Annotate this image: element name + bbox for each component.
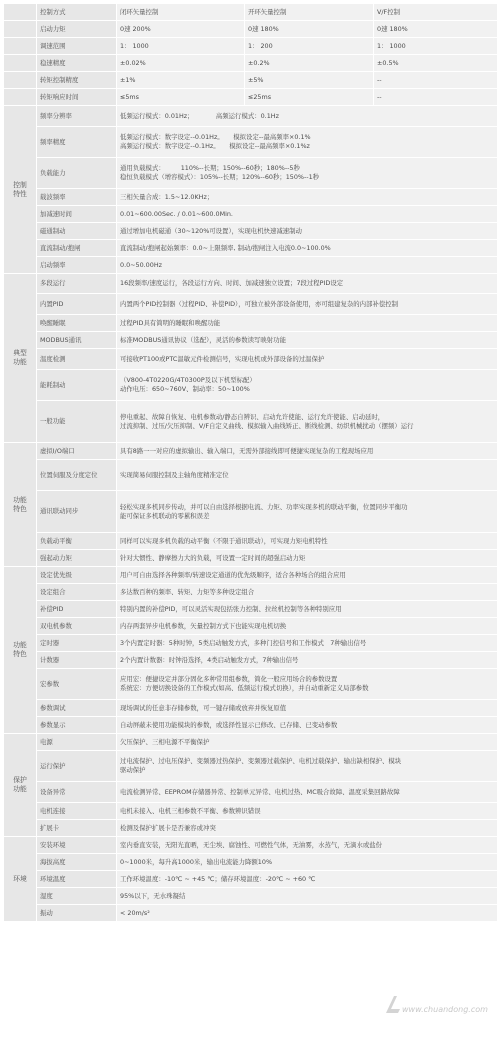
spec-value-line: 轻松实现多机同步传动，并可以自由选择根据电流、力矩、功率实现多机的联动平衡，位置同步平衡功 bbox=[120, 502, 408, 511]
spec-row bbox=[4, 717, 498, 734]
spec-label: 强起动力矩 bbox=[37, 550, 117, 567]
spec-value-line: 检测及保护扩展卡是否兼容或冲突 bbox=[120, 823, 216, 832]
spec-value bbox=[117, 871, 498, 888]
perf-row bbox=[4, 89, 498, 106]
spec-value bbox=[117, 734, 498, 751]
spec-value-line: 内置两个PID控制器（过程PID、补偿PID），可独立被外部设备使用，亦可组建复杂的内部补偿控制 bbox=[120, 299, 399, 308]
spec-value-line: 多达数百种的频率、转矩、力矩等多种设定组合 bbox=[120, 587, 255, 596]
perf-label: 转矩控制精度 bbox=[37, 72, 117, 89]
spec-value-line: 通用负载模式： 110%--长期；150%--60秒；180%--5秒 bbox=[120, 164, 300, 173]
spec-value bbox=[117, 491, 498, 533]
spec-row bbox=[4, 158, 498, 189]
spec-label: 磁通制动 bbox=[37, 223, 117, 240]
spec-value bbox=[117, 652, 498, 669]
spec-value bbox=[117, 820, 498, 837]
spec-value-line: 95%以下，无水珠凝结 bbox=[120, 891, 186, 900]
spec-value bbox=[117, 206, 498, 223]
perf-group-cell bbox=[4, 38, 37, 55]
spec-label: 位置伺服及分度定位 bbox=[37, 460, 117, 491]
spec-value-line: 3个内置定时器：5种时钟，5类启动触发方式，多种门控信号和工作模式 7种输出信号 bbox=[120, 638, 367, 647]
spec-value bbox=[117, 584, 498, 601]
watermark-site: www.chuandong.com bbox=[402, 1005, 488, 1014]
perf-group-cell bbox=[4, 89, 37, 106]
spec-value bbox=[117, 905, 498, 922]
spec-value-line: 能可保证多机联动的零累积误差 bbox=[120, 511, 210, 520]
spec-value bbox=[117, 294, 498, 315]
spec-value-line: 标准MODBUS通讯协议（选配），灵活的参数读写映射功能 bbox=[120, 335, 286, 344]
spec-row bbox=[4, 370, 498, 401]
spec-label: 计数器 bbox=[37, 652, 117, 669]
spec-value-line: 特别内置的补偿PID，可以灵活实现包括张力控制、拉丝机控制等各种特别应用 bbox=[120, 604, 342, 613]
perf-label: 启动力矩 bbox=[37, 21, 117, 38]
perf-value: 0速 180% bbox=[374, 21, 498, 38]
spec-label: 参数调试 bbox=[37, 700, 117, 717]
spec-value bbox=[117, 782, 498, 803]
spec-label: 虚拟I/O端口 bbox=[37, 443, 117, 460]
spec-value bbox=[117, 700, 498, 717]
spec-value bbox=[117, 158, 498, 189]
header-row bbox=[4, 4, 498, 21]
spec-label: 内置PID bbox=[37, 294, 117, 315]
spec-label: 环境温度 bbox=[37, 871, 117, 888]
group-name: 典型 功能 bbox=[4, 274, 37, 443]
spec-label: 能耗制动 bbox=[37, 370, 117, 401]
spec-label: 一般功能 bbox=[37, 401, 117, 443]
spec-value bbox=[117, 533, 498, 550]
spec-value bbox=[117, 332, 498, 349]
spec-row bbox=[4, 294, 498, 315]
spec-label: 设定优先级 bbox=[37, 567, 117, 584]
spec-row bbox=[4, 491, 498, 533]
group-name: 功能 特色 bbox=[4, 567, 37, 734]
spec-label: 频率精度 bbox=[37, 127, 117, 158]
perf-label: 调速范围 bbox=[37, 38, 117, 55]
spec-value-line: 电机未接入、电机三相参数不平衡、参数辨识错误 bbox=[120, 806, 261, 815]
perf-value: 0速 200% bbox=[117, 21, 245, 38]
spec-row bbox=[4, 189, 498, 206]
spec-row bbox=[4, 871, 498, 888]
group-name: 控制 特性 bbox=[4, 106, 37, 274]
perf-group-cell bbox=[4, 55, 37, 72]
spec-label: 设备异常 bbox=[37, 782, 117, 803]
perf-group-cell bbox=[4, 72, 37, 89]
brand-logo-icon bbox=[382, 993, 404, 1015]
spec-table-body bbox=[4, 4, 498, 922]
spec-row bbox=[4, 257, 498, 274]
spec-row bbox=[4, 460, 498, 491]
spec-row bbox=[4, 223, 498, 240]
spec-value-line: 低频运行模式：数字设定--0.01Hz。 模拟设定--最高频率×0.1% bbox=[120, 133, 311, 142]
spec-row bbox=[4, 837, 498, 854]
header-open-loop: 开环矢量控制 bbox=[245, 4, 374, 21]
spec-value bbox=[117, 443, 498, 460]
spec-value bbox=[117, 401, 498, 443]
spec-value-line: 实现简易伺服控制及主轴角度精准定位 bbox=[120, 470, 229, 479]
spec-label: 扩展卡 bbox=[37, 820, 117, 837]
spec-row bbox=[4, 550, 498, 567]
spec-value bbox=[117, 618, 498, 635]
spec-value-line: 高频运行模式：数字设定--0.1Hz。 模拟设定--最高频率×0.1%z bbox=[120, 142, 310, 150]
spec-row bbox=[4, 106, 498, 127]
spec-value-line: 系统宏：方便切换设备的工作模式(如高、低频运行模式切换），并自动重新定义局部参数 bbox=[120, 684, 369, 692]
spec-row bbox=[4, 782, 498, 803]
spec-label: 补偿PID bbox=[37, 601, 117, 618]
spec-value-line: 驱动保护 bbox=[120, 766, 146, 774]
spec-value-line: 稳恒负载模式（增容模式）：105%--长期；120%--60秒；150%--1秒 bbox=[120, 173, 320, 181]
perf-value: 1： 200 bbox=[245, 38, 374, 55]
perf-value: -- bbox=[374, 89, 498, 106]
spec-value-line: 0~1000米，每升高1000米，输出电流能力降额10% bbox=[120, 857, 273, 866]
spec-value-line: 工作环境温度：-10℃ ~ +45 ℃；储存环境温度：-20℃ ~ +60 ℃ bbox=[120, 874, 316, 883]
spec-value-line: 停电重起、故障自恢复、电机参数动/静态自辨识、启动允许使能、运行允许使能、启动延时， bbox=[120, 412, 385, 421]
header-closed-loop: 闭环矢量控制 bbox=[117, 4, 245, 21]
spec-value bbox=[117, 669, 498, 700]
spec-value-line: 室内垂直安装，无阳光直晒，无尘埃、腐蚀性、可燃性气体，无油雾，水蒸气，无滴水或盐份 bbox=[120, 840, 383, 849]
spec-row bbox=[4, 315, 498, 332]
spec-value bbox=[117, 601, 498, 618]
spec-label: 振动 bbox=[37, 905, 117, 922]
spec-value-line: 可接收PT100或PTC温敏元件检测信号，实现电机或外部设备的过温保护 bbox=[120, 354, 325, 363]
spec-value-line: 过程PID具有简明的睡眠和唤醒功能 bbox=[120, 318, 221, 327]
spec-value-line: （V800-4T0220G/4T0300P及以下机型标配） bbox=[120, 376, 256, 385]
perf-value: ±1% bbox=[117, 72, 245, 89]
perf-row bbox=[4, 72, 498, 89]
corner-cell bbox=[4, 4, 37, 21]
spec-row bbox=[4, 854, 498, 871]
spec-value-line: 具有8路一一对应的虚拟输出、输入端口，无需外部接线即可便捷实现复杂的工程现场应用 bbox=[120, 446, 374, 455]
spec-value-line: 2个内置计数器：时钟沿选择，4类启动触发方式，7种输出信号 bbox=[120, 655, 299, 664]
spec-label: MODBUS通讯 bbox=[37, 332, 117, 349]
spec-value bbox=[117, 567, 498, 584]
spec-value-line: 欠压保护、三相电源不平衡保护 bbox=[120, 737, 210, 746]
spec-row bbox=[4, 206, 498, 223]
perf-label: 转矩响应时间 bbox=[37, 89, 117, 106]
perf-value: 1： 1000 bbox=[374, 38, 498, 55]
perf-value: ≤25ms bbox=[245, 89, 374, 106]
spec-row bbox=[4, 803, 498, 820]
spec-row bbox=[4, 618, 498, 635]
spec-row bbox=[4, 443, 498, 460]
spec-row bbox=[4, 240, 498, 257]
perf-group-cell bbox=[4, 21, 37, 38]
spec-row bbox=[4, 652, 498, 669]
spec-label: 双电机参数 bbox=[37, 618, 117, 635]
spec-row bbox=[4, 888, 498, 905]
perf-row bbox=[4, 38, 498, 55]
perf-value: 0速 180% bbox=[245, 21, 374, 38]
spec-row bbox=[4, 567, 498, 584]
spec-value-line: 通过增加电机磁通（30~120%可设置），实现电机快速减速制动 bbox=[120, 226, 302, 235]
spec-row bbox=[4, 734, 498, 751]
spec-value-line: < 20m/s² bbox=[120, 908, 150, 917]
perf-value: ≤5ms bbox=[117, 89, 245, 106]
perf-row bbox=[4, 21, 498, 38]
header-vf: V/F控制 bbox=[374, 4, 498, 21]
spec-value bbox=[117, 888, 498, 905]
spec-value-line: 16段频率/速度运行，各段运行方向、时间、加减速独立设置；7段过程PID设定 bbox=[120, 279, 344, 288]
spec-value bbox=[117, 717, 498, 734]
spec-row bbox=[4, 751, 498, 782]
spec-label: 运行保护 bbox=[37, 751, 117, 782]
spec-value-line: 同样可以实现多机负载的动平衡（不限于通讯联动），可实现力矩电机特性 bbox=[120, 536, 328, 545]
perf-value: 1： 1000 bbox=[117, 38, 245, 55]
spec-value bbox=[117, 460, 498, 491]
spec-label: 启动频率 bbox=[37, 257, 117, 274]
spec-row bbox=[4, 533, 498, 550]
spec-value bbox=[117, 315, 498, 332]
spec-row bbox=[4, 820, 498, 837]
spec-row bbox=[4, 401, 498, 443]
spec-label: 直流制动/抱闸 bbox=[37, 240, 117, 257]
perf-value: -- bbox=[374, 72, 498, 89]
spec-value-line: 应用宏：便捷设定并部分固化多种常用组参数，简化一般应用场合的参数设置 bbox=[120, 675, 338, 684]
spec-label: 电源 bbox=[37, 734, 117, 751]
spec-label: 宏参数 bbox=[37, 669, 117, 700]
spec-value bbox=[117, 257, 498, 274]
spec-row bbox=[4, 274, 498, 294]
spec-value bbox=[117, 803, 498, 820]
spec-row bbox=[4, 700, 498, 717]
spec-value-line: 电流检测异常、EEPROM存储器异常、控制单元异常、电机过热、MC吸合故障、温度采集回路故障 bbox=[120, 787, 400, 796]
spec-value-line: 内存两套异步电机参数，矢量控制方式下也能实现电机切换 bbox=[120, 621, 287, 630]
spec-row bbox=[4, 669, 498, 700]
spec-value bbox=[117, 550, 498, 567]
spec-label: 温度检测 bbox=[37, 349, 117, 370]
spec-label: 加减速时间 bbox=[37, 206, 117, 223]
spec-value-line: 动作电压：650~760V、制动率：50~100% bbox=[120, 385, 250, 393]
spec-value bbox=[117, 837, 498, 854]
spec-label: 电机连接 bbox=[37, 803, 117, 820]
spec-label: 参数显示 bbox=[37, 717, 117, 734]
group-name: 功能 特色 bbox=[4, 443, 37, 567]
spec-value bbox=[117, 349, 498, 370]
perf-value: ±0.02% bbox=[117, 55, 245, 72]
spec-label: 频率分辨率 bbox=[37, 106, 117, 127]
watermark bbox=[380, 993, 488, 1021]
spec-label: 定时器 bbox=[37, 635, 117, 652]
spec-value-line: 过流抑制、过压/欠压抑制、V/F自定义曲线、模拟输入曲线矫正、断线检测、纺织机械扰动（摆频）运行 bbox=[120, 421, 414, 430]
spec-value-line: 针对大惯性、静摩擦力大的负载，可设置一定时间的超强启动力矩 bbox=[120, 553, 306, 562]
spec-value bbox=[117, 127, 498, 158]
spec-value bbox=[117, 240, 498, 257]
perf-value: ±0.5% bbox=[374, 55, 498, 72]
spec-value bbox=[117, 106, 498, 127]
spec-label: 安装环境 bbox=[37, 837, 117, 854]
spec-value bbox=[117, 223, 498, 240]
spec-value-line: 现场调试的任意非存储参数，可一键存储或放弃并恢复原值 bbox=[120, 703, 287, 712]
spec-value-line: 用户可自由选择各种频率/转速设定通道的优先级顺序，适合各种场合的组合应用 bbox=[120, 570, 346, 579]
spec-row bbox=[4, 584, 498, 601]
perf-row bbox=[4, 55, 498, 72]
spec-value-line: 三相矢量合成：1.5~12.0KHz； bbox=[120, 192, 214, 201]
spec-label: 负载能力 bbox=[37, 158, 117, 189]
spec-label: 湿度 bbox=[37, 888, 117, 905]
spec-row bbox=[4, 332, 498, 349]
spec-value bbox=[117, 274, 498, 294]
spec-row bbox=[4, 127, 498, 158]
spec-value bbox=[117, 854, 498, 871]
spec-value-line: 0.0~50.00Hz bbox=[120, 260, 162, 269]
spec-value-line: 自动屏蔽未使用功能模块的参数，或选择性显示已修改、已存储、已变动参数 bbox=[120, 720, 338, 729]
spec-label: 通讯联动同步 bbox=[37, 491, 117, 533]
spec-label: 唤醒睡眠 bbox=[37, 315, 117, 332]
spec-label: 负载动平衡 bbox=[37, 533, 117, 550]
spec-label: 设定组合 bbox=[37, 584, 117, 601]
spec-value bbox=[117, 370, 498, 401]
spec-value-line: 直流制动/抱闸起始频率：0.0~上限频率, 制动/抱闸注入电流0.0~100.0% bbox=[120, 243, 331, 252]
spec-row bbox=[4, 349, 498, 370]
spec-value bbox=[117, 635, 498, 652]
spec-value-line: 过电流保护、过电压保护、变频器过热保护、变频器过载保护、电机过载保护、输出缺相保护、模块 bbox=[120, 757, 402, 766]
spec-label: 载波频率 bbox=[37, 189, 117, 206]
spec-row bbox=[4, 635, 498, 652]
spec-value bbox=[117, 189, 498, 206]
spec-table bbox=[3, 3, 498, 922]
spec-label: 海拔高度 bbox=[37, 854, 117, 871]
perf-value: ±5% bbox=[245, 72, 374, 89]
spec-label: 多段运行 bbox=[37, 274, 117, 294]
group-name: 保护 功能 bbox=[4, 734, 37, 837]
spec-row bbox=[4, 601, 498, 618]
group-name: 环境 bbox=[4, 837, 37, 922]
spec-value-line: 0.01~600.00Sec. / 0.01~600.0Min. bbox=[120, 209, 233, 218]
header-control-mode: 控制方式 bbox=[37, 4, 117, 21]
spec-row bbox=[4, 905, 498, 922]
spec-value bbox=[117, 751, 498, 782]
perf-value: ±0.2% bbox=[245, 55, 374, 72]
perf-label: 稳速精度 bbox=[37, 55, 117, 72]
spec-value-line: 低频运行模式：0.01Hz； 高频运行模式：0.1Hz bbox=[120, 111, 279, 120]
